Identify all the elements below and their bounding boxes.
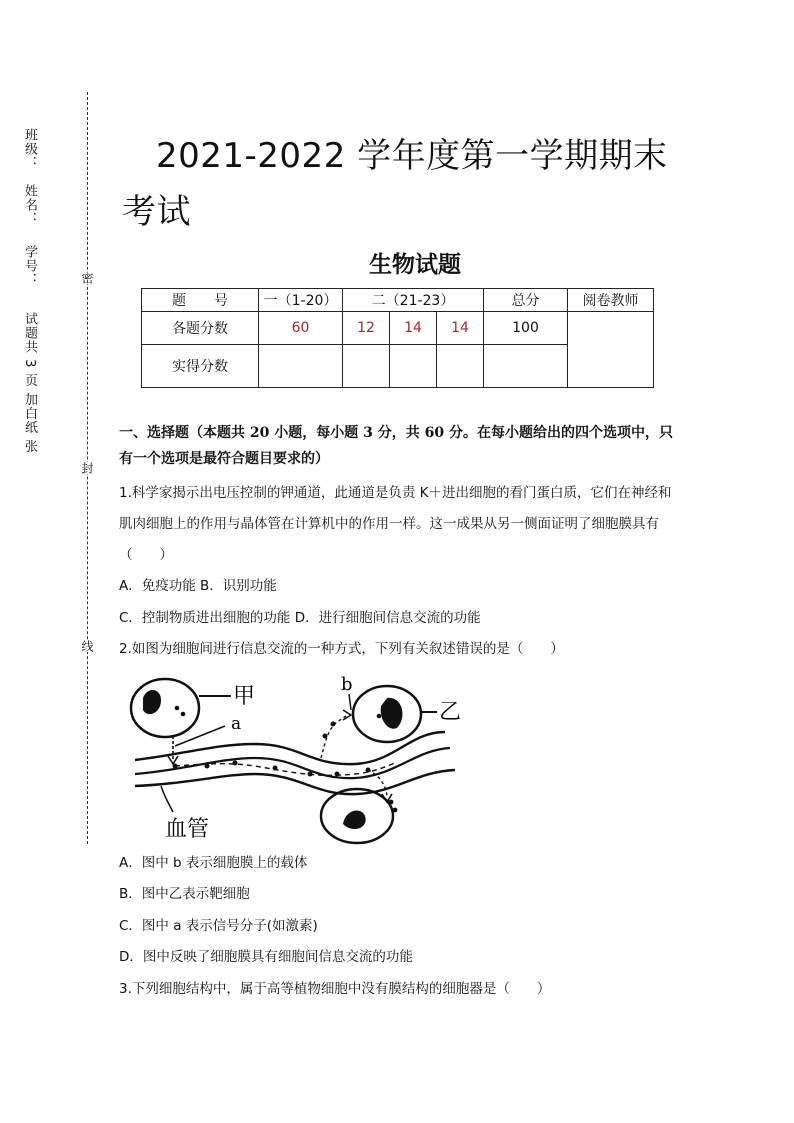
cell-jia bbox=[131, 679, 199, 737]
name-label: 姓名： bbox=[22, 184, 37, 226]
cell-yi-nucleus bbox=[381, 697, 403, 728]
cell-obtained-q21[interactable] bbox=[343, 345, 390, 388]
vessel-wall-lower bbox=[135, 770, 455, 794]
row-label-obtained: 实得分数 bbox=[142, 345, 259, 388]
pages-note: 试题共 3 页 加白纸 张 bbox=[22, 312, 37, 454]
cell-obtained-q23[interactable] bbox=[437, 345, 484, 388]
header-part1: 一（1-20） bbox=[259, 289, 343, 312]
header-part2: 二（21-23） bbox=[343, 289, 484, 312]
label-jia: 甲 bbox=[233, 683, 256, 709]
cell-part1-score: 60 bbox=[259, 312, 343, 345]
class-label: 班级： bbox=[22, 128, 37, 170]
question-2-option-b: B．图中乙表示靶细胞 bbox=[119, 886, 250, 902]
cell-signaling-figure bbox=[125, 674, 470, 846]
question-2-option-a: A．图中 b 表示细胞膜上的载体 bbox=[119, 854, 308, 871]
header-total: 总分 bbox=[484, 289, 568, 312]
question-2-option-d: D．图中反映了细胞膜具有细胞间信息交流的功能 bbox=[119, 949, 413, 965]
question-1-options-cd: C．控制物质进出细胞的功能 D．进行细胞间信息交流的功能 bbox=[119, 609, 481, 626]
table-row bbox=[142, 312, 654, 345]
table-header-row bbox=[142, 289, 654, 312]
page-subtitle: 生物试题 bbox=[369, 252, 461, 278]
question-2-stem: 2.如图为细胞间进行信息交流的一种方式，下列有关叙述错误的是（ ） bbox=[119, 641, 564, 657]
label-b: b bbox=[341, 673, 353, 695]
cell-obtained-q22[interactable] bbox=[390, 345, 437, 388]
question-1-stem: 1.科学家揭示出电压控制的钾通道，此通道是负责 K＋进出细胞的看门蛋白质，它们在神经和肌肉细胞上的作用与晶体管在计算机中的作用一样。这一成果从另一侧面证明了细胞膜具有 （ ） bbox=[119, 485, 672, 563]
header-question-no: 题 号 bbox=[142, 289, 259, 312]
cell-jia-nucleus bbox=[143, 689, 161, 713]
seal-mark: 密 bbox=[80, 272, 94, 284]
question-2-option-c: C．图中 a 表示信号分子(如激素) bbox=[119, 917, 318, 934]
header-grader: 阅卷教师 bbox=[568, 289, 654, 312]
question-3-stem: 3.下列细胞结构中，属于高等植物细胞中没有膜结构的细胞器是（ ） bbox=[119, 980, 551, 997]
question-1-options-ab: A．免疫功能 B．识别功能 bbox=[119, 578, 277, 594]
page-title: 2021-2022 学年度第一学期期末考试 bbox=[122, 136, 668, 232]
envelope-mark: 封 bbox=[80, 462, 94, 474]
cell-q22-score: 14 bbox=[390, 312, 437, 345]
target-cell-lower-nucleus bbox=[343, 810, 366, 829]
cell-obtained-total[interactable] bbox=[484, 345, 568, 388]
cell-q23-score: 14 bbox=[437, 312, 484, 345]
cell-q21-score: 12 bbox=[343, 312, 390, 345]
row-label-score: 各题分数 bbox=[142, 312, 259, 345]
section-heading: 一、选择题（本题共 20 小题，每小题 3 分，共 60 分。在每小题给出的四个选项中，只有一个选项是最符合题目要求的） bbox=[119, 425, 673, 467]
cell-grader-blank[interactable] bbox=[568, 312, 654, 388]
label-a: a bbox=[231, 713, 242, 734]
vessel-wall-upper bbox=[135, 732, 445, 764]
cell-total-score: 100 bbox=[484, 312, 568, 345]
student-id-label: 学号： bbox=[22, 245, 37, 287]
label-yi: 乙 bbox=[439, 699, 462, 725]
cell-obtained-part1[interactable] bbox=[259, 345, 343, 388]
exam-content bbox=[119, 420, 679, 1005]
line-mark: 线 bbox=[80, 640, 94, 652]
label-vessel: 血管 bbox=[165, 816, 210, 842]
score-table bbox=[141, 288, 654, 388]
